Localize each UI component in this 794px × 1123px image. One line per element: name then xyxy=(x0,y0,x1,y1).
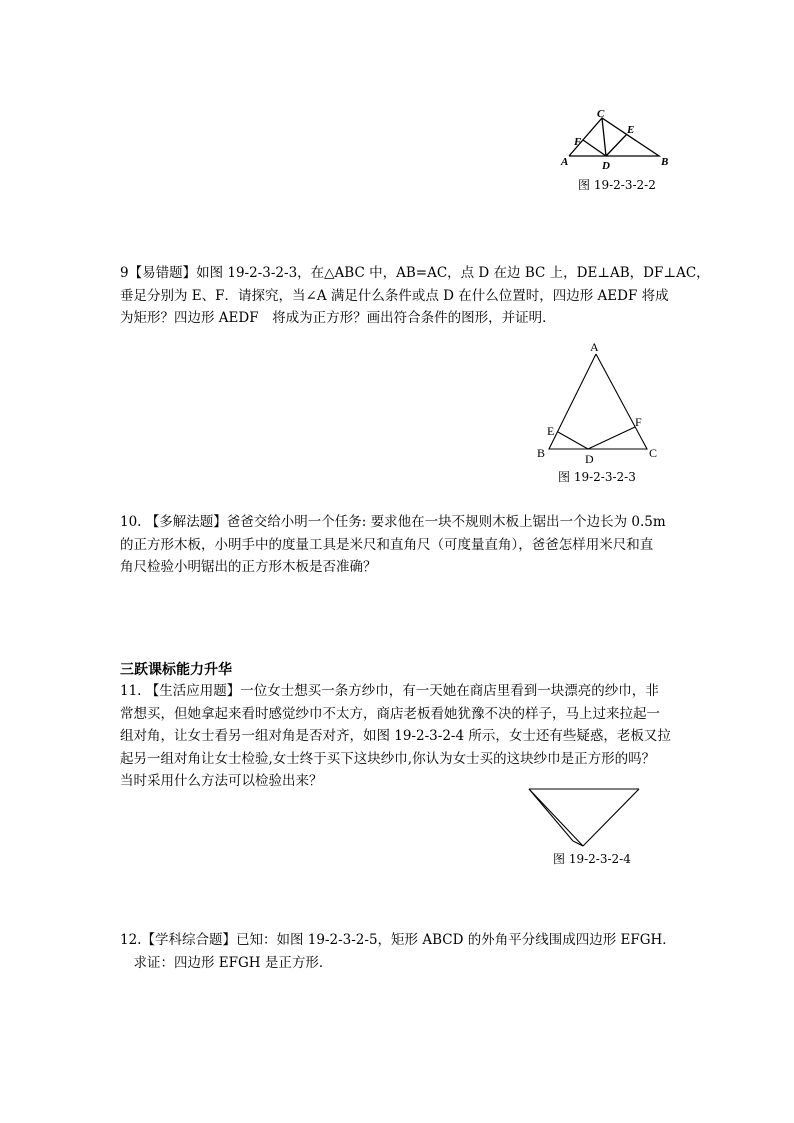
fig2-label-b: B xyxy=(661,156,669,168)
fig3-label-a: A xyxy=(590,340,599,354)
q10-line-3: 角尺检验小明锯出的正方形木板是否准确？ xyxy=(120,559,377,575)
question-10 xyxy=(120,511,680,579)
q10-line-2: 的正方形木板，小明手中的度量工具是米尺和直角尺（可度量直角），爸爸怎样用米尺和直 xyxy=(120,536,654,553)
figure-caption-4: 图 19-2-3-2-4 xyxy=(553,852,631,866)
question-9 xyxy=(120,262,710,330)
figure-19-2-3-2-4 xyxy=(526,785,646,850)
q10-line-1: 10. 【多解法题】爸爸交给小明一个任务: 要求他在一块不规则木板上锯出一个边长为 0.5m xyxy=(120,514,666,530)
figure-caption-2: 图 19-2-3-2-2 xyxy=(578,178,656,192)
fig3-label-c: C xyxy=(649,446,658,460)
q11-line-5: 当时采用什么方法可以检验出来？ xyxy=(120,773,323,789)
fig3-label-b: B xyxy=(537,446,546,460)
fig2-label-a: A xyxy=(561,156,569,168)
fig3-label-d: D xyxy=(585,452,594,466)
figure-caption-3: 图 19-2-3-2-3 xyxy=(558,470,636,484)
fig2-label-f: F xyxy=(574,136,582,148)
fig3-label-f: F xyxy=(635,415,642,429)
q12-line-1: 12.【学科综合题】已知：如图 19-2-3-2-5，矩形 ABCD 的外角平分线围成四边形 EFGH． xyxy=(120,932,676,948)
q11-line-1: 11. 【生活应用题】一位女士想买一条方纱巾，有一天她在商店里看到一块漂亮的纱巾，非 xyxy=(120,683,659,699)
fig2-label-c: C xyxy=(597,108,605,120)
question-12 xyxy=(120,929,680,974)
figure-19-2-3-2-3 xyxy=(530,338,670,468)
q11-line-2: 常想买，但她拿起来看时感觉纱巾不太方，商店老板看她犹豫不决的样子，马上过来拉起一 xyxy=(120,705,660,722)
q9-line-1: 9【易错题】如图 19-2-3-2-3，在△ABC 中，AB=AC，点 D 在边 BC 上，DE⊥AB，DF⊥AC， xyxy=(120,265,710,281)
fig3-label-e: E xyxy=(547,424,555,438)
q9-line-3: 为矩形？四边形 AEDF 将成为正方形？画出符合条件的图形，并证明． xyxy=(120,310,556,326)
fig2-label-e: E xyxy=(627,124,635,136)
fig2-label-d: D xyxy=(602,160,610,172)
q12-line-2: 求证：四边形 EFGH 是正方形． xyxy=(120,954,333,971)
q11-line-4: 起另一组对角让女士检验,女士终于买下这块纱巾,你认为女士买的这块纱巾是正方形的吗？ xyxy=(120,750,656,767)
q11-line-3: 组对角，让女士看另一组对角是否对齐，如图 19-2-3-2-4 所示，女士还有些疑惑，老板又拉 xyxy=(120,728,671,744)
section-heading: 三跃课标能力升华 xyxy=(120,662,232,678)
q9-line-2: 垂足分别为 E、F．请探究，当∠A 满足什么条件或点 D 在什么位置时，四边形 AEDF 将成 xyxy=(120,287,669,304)
question-11 xyxy=(120,680,680,793)
figure-19-2-3-2-2 xyxy=(555,104,675,176)
